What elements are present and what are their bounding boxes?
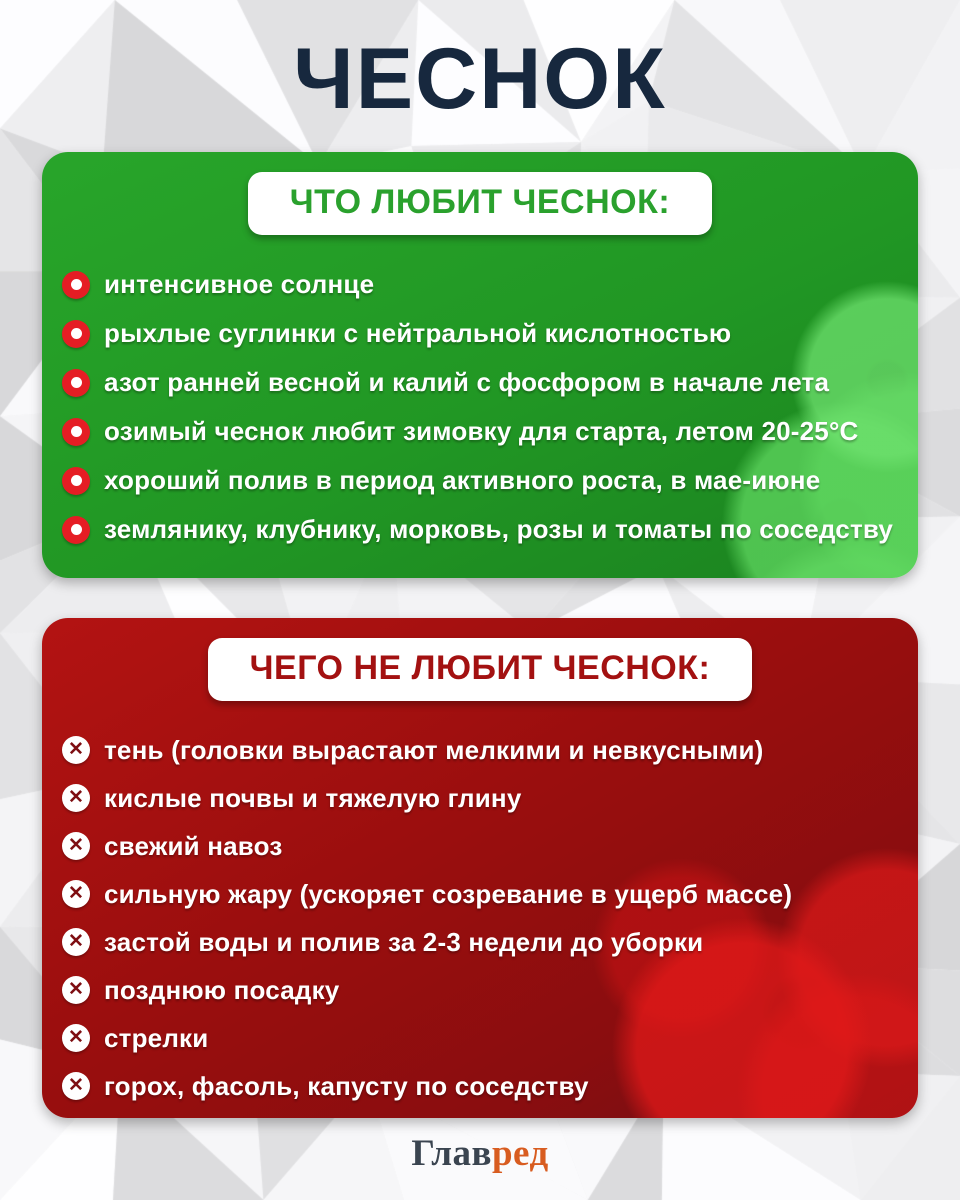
record-dot-icon xyxy=(62,467,90,495)
list-item xyxy=(62,966,918,1014)
list-item xyxy=(62,358,918,407)
x-circle-icon: ✕ xyxy=(62,1024,90,1052)
dislikes-list xyxy=(42,726,918,1110)
x-circle-icon: ✕ xyxy=(62,784,90,812)
list-item xyxy=(62,1062,918,1110)
list-item-label: стрелки xyxy=(104,1022,209,1053)
record-dot-icon xyxy=(62,418,90,446)
record-dot-icon xyxy=(62,271,90,299)
list-item-label: свежий навоз xyxy=(104,830,283,861)
brand-logo xyxy=(0,1132,960,1175)
record-dot-icon xyxy=(62,320,90,348)
list-item-label: горох, фасоль, капусту по соседству xyxy=(104,1070,589,1101)
x-circle-icon: ✕ xyxy=(62,736,90,764)
list-item xyxy=(62,1014,918,1062)
x-circle-icon: ✕ xyxy=(62,832,90,860)
list-item-label: азот ранней весной и калий с фосфором в начале лета xyxy=(104,367,830,397)
x-circle-icon: ✕ xyxy=(62,928,90,956)
list-item xyxy=(62,260,918,309)
list-item-label: интенсивное солнце xyxy=(104,269,375,299)
likes-list xyxy=(42,260,918,554)
list-item xyxy=(62,822,918,870)
likes-header-label: ЧТО ЛЮБИТ ЧЕСНОК: xyxy=(289,183,671,221)
list-item xyxy=(62,870,918,918)
page-title: ЧЕСНОК xyxy=(293,31,667,127)
dislikes-header-label: ЧЕГО НЕ ЛЮБИТ ЧЕСНОК: xyxy=(249,649,711,687)
list-item xyxy=(62,774,918,822)
list-item-label: кислые почвы и тяжелую глину xyxy=(104,782,522,813)
x-circle-icon: ✕ xyxy=(62,976,90,1004)
list-item xyxy=(62,918,918,966)
list-item-label: тень (головки вырастают мелкими и невкусными) xyxy=(104,734,764,765)
list-item-label: застой воды и полив за 2-3 недели до уборки xyxy=(104,926,704,957)
record-dot-icon xyxy=(62,369,90,397)
list-item-label: позднюю посадку xyxy=(104,974,340,1005)
list-item-label: рыхлые суглинки с нейтральной кислотностью xyxy=(104,318,732,348)
likes-header-pill xyxy=(248,172,712,235)
dislikes-header-pill xyxy=(208,638,753,701)
list-item xyxy=(62,505,918,554)
list-item xyxy=(62,456,918,505)
list-item-label: землянику, клубнику, морковь, розы и томаты по соседству xyxy=(104,514,894,544)
list-item xyxy=(62,407,918,456)
brand-logo-orange-part: ред xyxy=(491,1133,549,1174)
likes-panel xyxy=(42,152,918,578)
dislikes-panel xyxy=(42,618,918,1118)
x-circle-icon: ✕ xyxy=(62,880,90,908)
record-dot-icon xyxy=(62,516,90,544)
list-item-label: озимый чеснок любит зимовку для старта, летом 20-25°С xyxy=(104,416,859,446)
list-item-label: сильную жару (ускоряет созревание в ущерб массе) xyxy=(104,878,793,909)
list-item xyxy=(62,309,918,358)
list-item-label: хороший полив в период активного роста, в мае-июне xyxy=(104,465,821,495)
x-circle-icon: ✕ xyxy=(62,1072,90,1100)
brand-logo-dark-part: Глав xyxy=(411,1133,492,1174)
list-item xyxy=(62,726,918,774)
